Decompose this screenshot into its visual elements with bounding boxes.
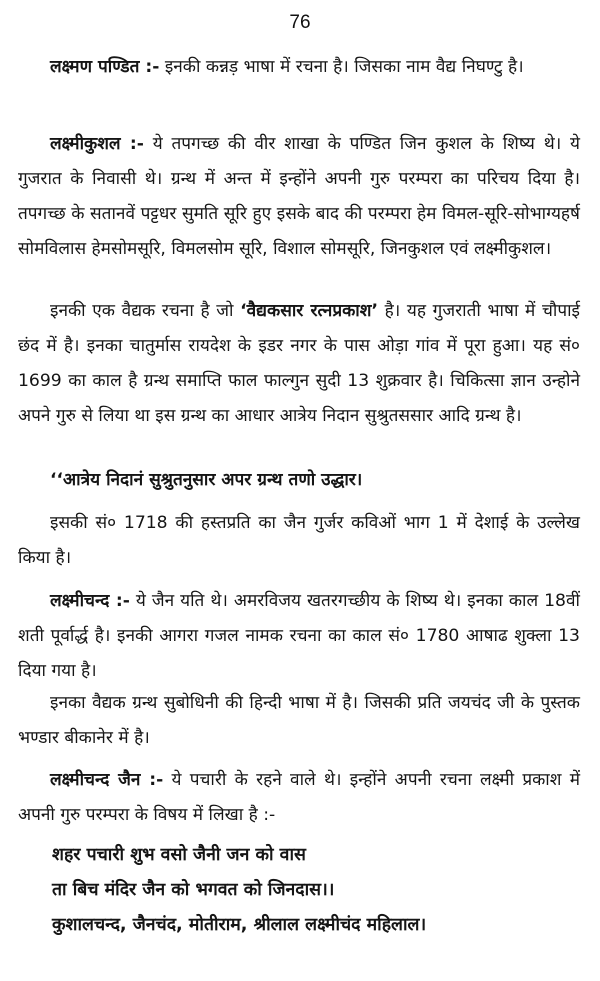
paragraph-text: इसकी सं० 1718 की हस्तप्रति का जैन गुर्जर कविओं भाग 1 में देशाई के उल्लेख किया है। <box>18 513 580 568</box>
paragraph-text-before: इनकी एक वैद्यक रचना है जो <box>50 301 241 321</box>
verse-line: शहर पचारी शुभ वसो जैनी जन को वास <box>52 845 306 865</box>
entry-lakshman-pandit <box>18 50 580 85</box>
page-number: 76 <box>289 12 311 33</box>
entry-lakshmikushal <box>18 127 580 267</box>
paragraph-text-after: है। यह गुजराती भाषा में चौपाई छंद में है। इनका चातुर्मास रायदेश के इडर नगर के पास ओड़ा गांव में पूरा हुआ। यह सं० 1699 का काल है ग्रन्थ समाप्ति फाल फाल्गुन सुदी 13 शुक्रवार है। चिकित्सा ज्ञान उन्होने अपने गुरु से लिया था इस ग्रन्थ का आधार आत्रेय निदान सुश्रुतससार आदि ग्रन्थ है। <box>18 301 580 426</box>
book-title: ‘वैद्यकसार रत्नप्रकाश’ <box>240 301 378 321</box>
verse-block <box>52 838 592 943</box>
paragraph-subodhini <box>18 686 580 756</box>
entry-text: ये तपगच्छ की वीर शाखा के पण्डित जिन कुशल के शिष्य थे। ये गुजरात के निवासी थे। ग्रन्थ में अन्त में इन्होंने अपनी गुरु परम्परा का परिचय दिया है। तपगच्छ के सतानवें पट्टधर सुमति सूरि हुए इसके बाद की परम्परा हेम विमल-सूरि-सोभाग्यहर्ष सोमविलास हेमसोमसूरि, विमलसोम सूरि, विशाल सोमसूरि, जिनकुशल एवं लक्ष्मीकुशल। <box>18 134 580 259</box>
entry-term: लक्ष्मीचन्द जैन :- <box>50 770 164 790</box>
entry-text: इनकी कन्नड़ भाषा में रचना है। जिसका नाम वैद्य निघण्टु है। <box>159 57 524 77</box>
entry-term: लक्ष्मीचन्द :- <box>50 591 130 611</box>
entry-lakshmichand-jain <box>18 763 580 833</box>
entry-term: लक्ष्मीकुशल :- <box>50 134 144 154</box>
paragraph-vaidyaksar <box>18 294 580 434</box>
paragraph-manuscript <box>18 506 580 576</box>
quote-text: ‘‘आत्रेय निदानं सुश्रुतनुसार अपर ग्रन्थ तणो उद्धार। <box>50 470 363 490</box>
entry-term: लक्ष्मण पण्डित :- <box>50 57 160 77</box>
verse-line: कुशालचन्द, जैनचंद, मोतीराम, श्रीलाल लक्ष्मीचंद महिलाल। <box>52 915 427 935</box>
entry-lakshmichand <box>18 584 580 689</box>
quote-line <box>18 463 580 498</box>
entry-text: ये जैन यति थे। अमरविजय खतरगच्छीय के शिष्य थे। इनका काल 18वीं शती पूर्वार्द्ध है। इनकी आगरा गजल नामक रचना का काल सं० 1780 आषाढ शुक्ला 13 दिया गया है। <box>18 591 580 681</box>
verse-line: ता बिच मंदिर जैन को भगवत को जिनदास।। <box>52 880 335 900</box>
paragraph-text: इनका वैद्यक ग्रन्थ सुबोधिनी की हिन्दी भाषा में है। जिसकी प्रति जयचंद जी के पुस्तक भण्डार बीकानेर में है। <box>18 693 580 748</box>
entry-text: ये पचारी के रहने वाले थे। इन्होंने अपनी रचना लक्ष्मी प्रकाश में अपनी गुरु परम्परा के विषय में लिखा है :- <box>18 770 580 825</box>
